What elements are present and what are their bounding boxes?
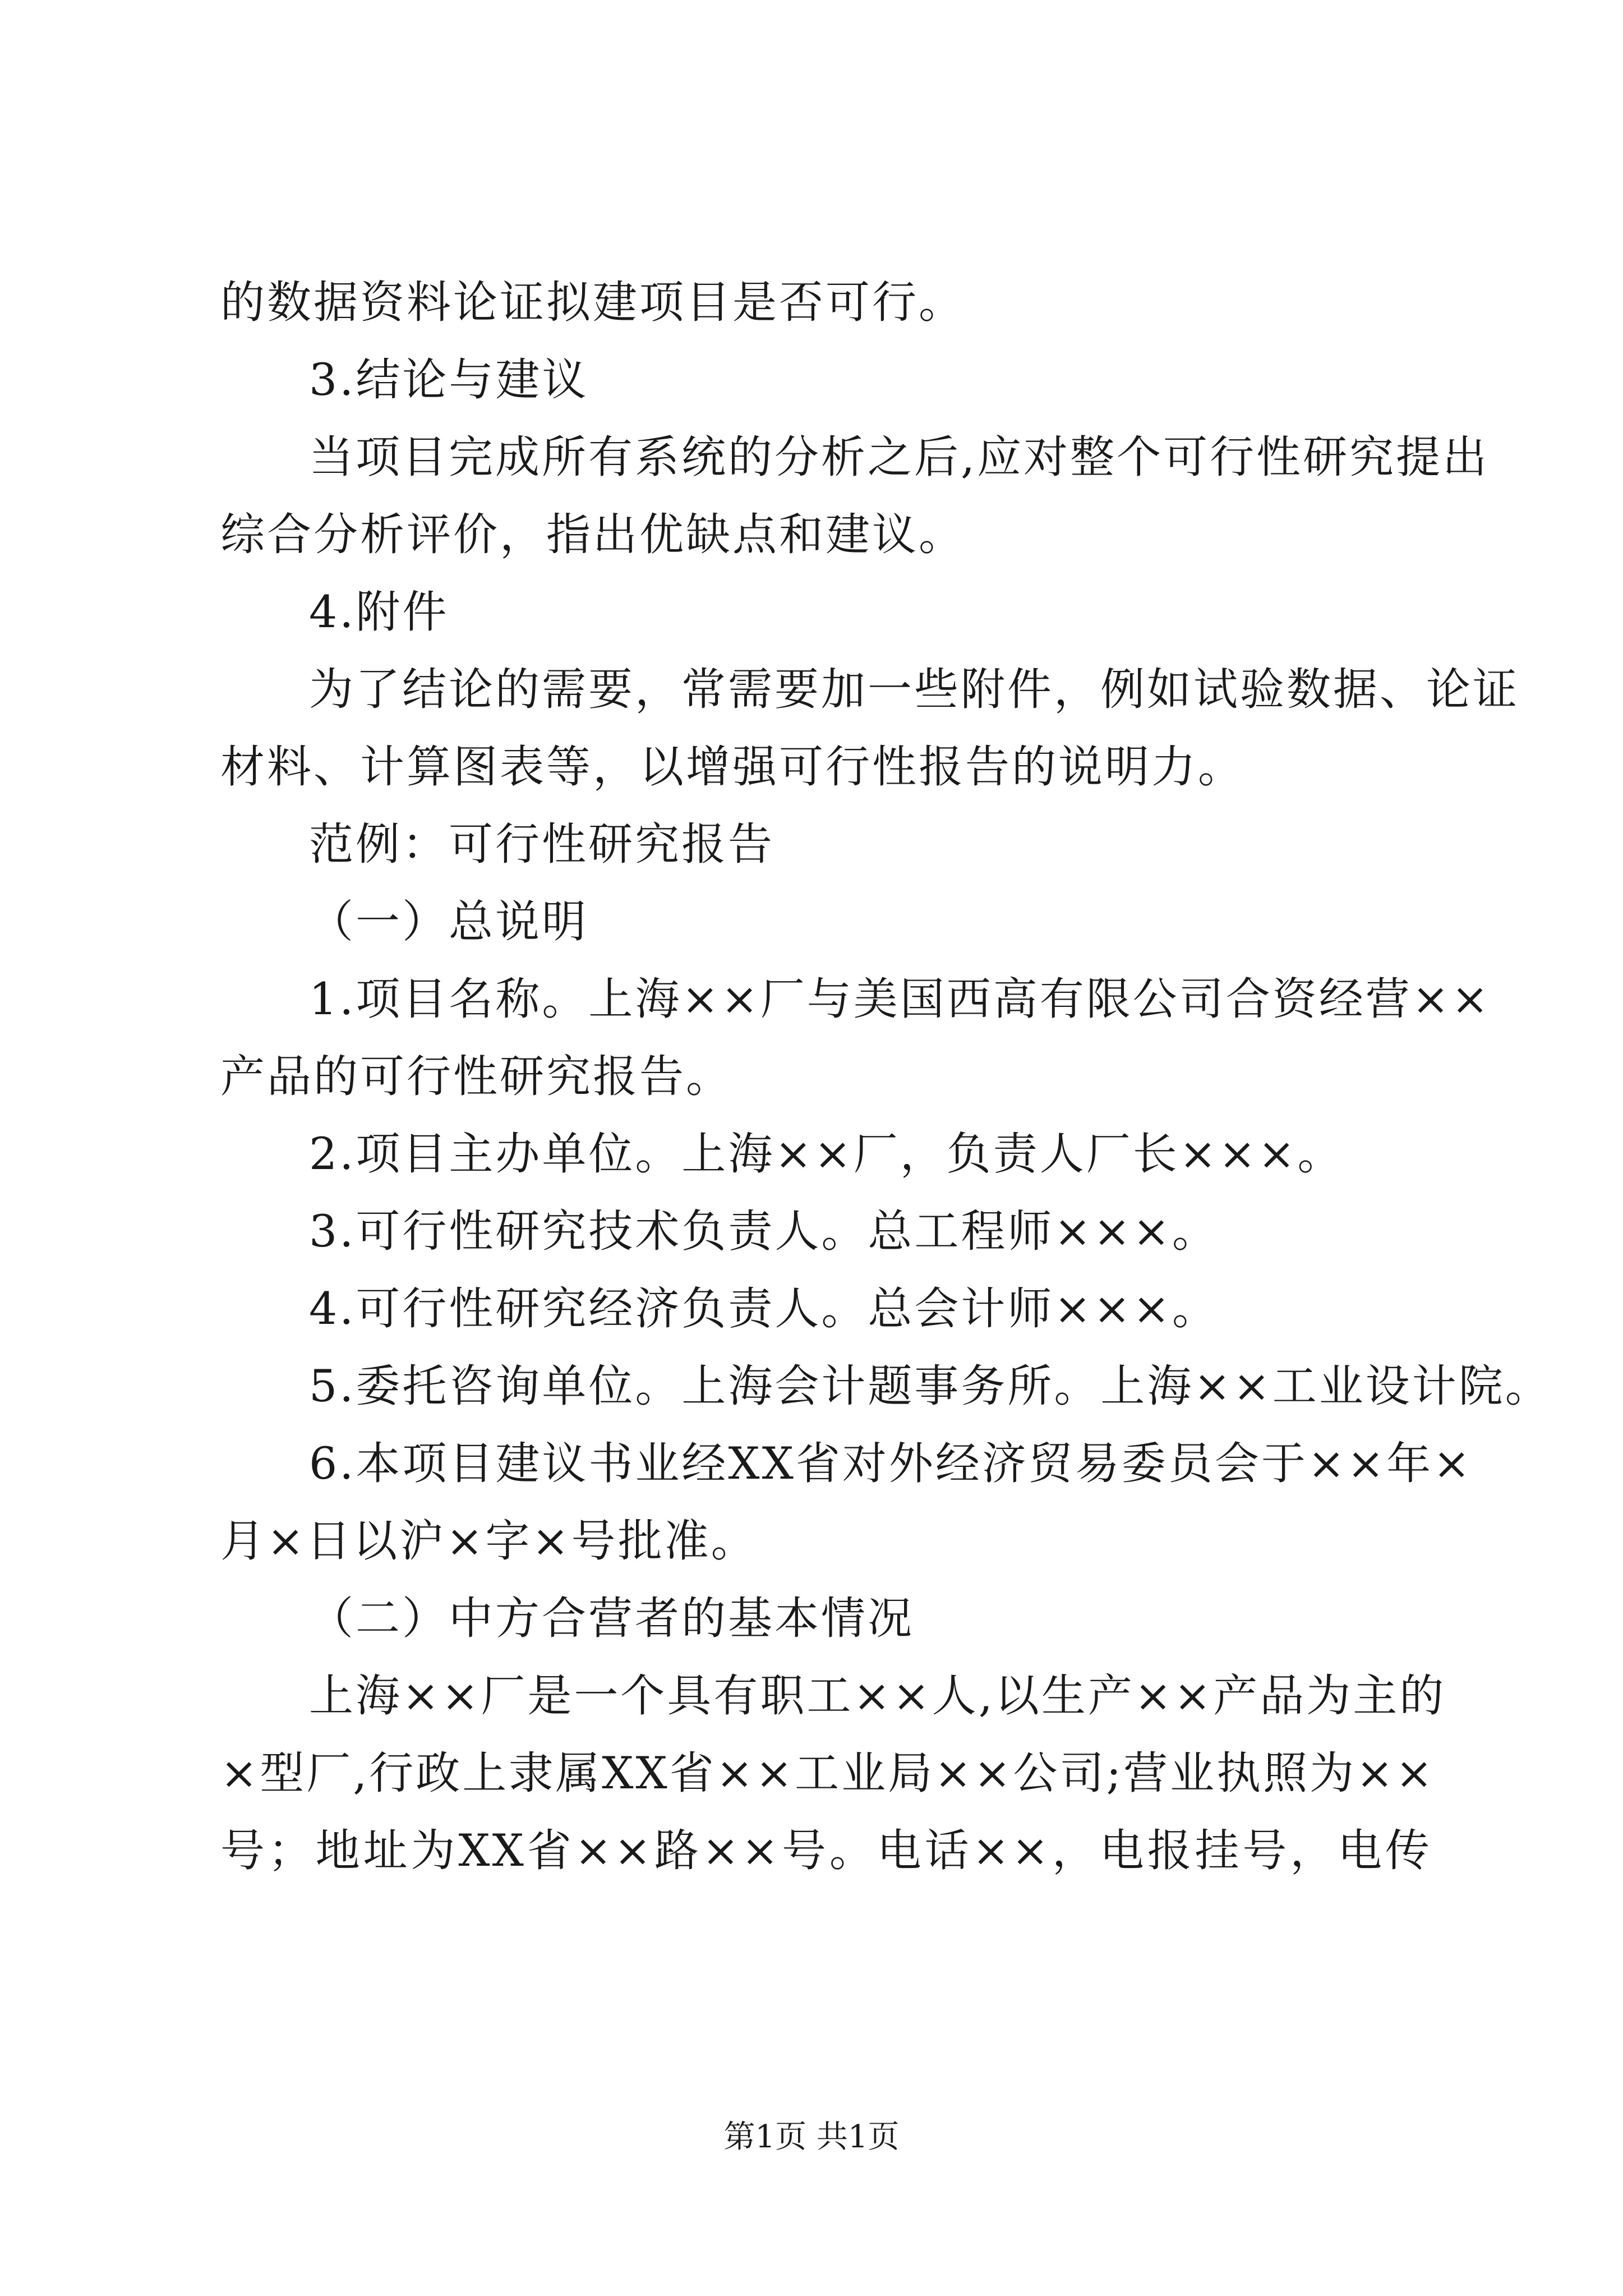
paragraph-line: 4.可行性研究经济负责人。总会计师×××。 <box>309 1283 1219 1335</box>
paragraph-line: 的数据资料论证拟建项目是否可行。 <box>220 277 965 328</box>
paragraph-line: 综合分析评价，指出优缺点和建议。 <box>220 509 965 560</box>
section-heading: （一）总说明 <box>309 896 588 947</box>
paragraph-line: 上海××厂是一个具有职工××人,以生产××产品为主的 <box>309 1670 1446 1722</box>
section-heading: 3.结论与建议 <box>309 354 589 406</box>
paragraph-line: 当项目完成所有系统的分析之后,应对整个可行性研究提出 <box>309 431 1490 483</box>
page-number-indicator: 第1页 共1页 <box>723 2119 900 2155</box>
section-heading: （二）中方合营者的基本情况 <box>309 1593 914 1644</box>
paragraph-line: 6.本项目建议书业经XX省对外经济贸易委员会于××年× <box>309 1438 1473 1489</box>
paragraph-line: 产品的可行性研究报告。 <box>220 1051 732 1102</box>
paragraph-line: 3.可行性研究技术负责人。总工程师×××。 <box>309 1205 1219 1257</box>
paragraph-line: 为了结论的需要，常需要加一些附件，例如试验数据、论证 <box>309 664 1519 715</box>
document-body <box>220 264 1552 1889</box>
paragraph-line: 2.项目主办单位。上海××厂，负责人厂长×××。 <box>309 1128 1344 1180</box>
example-title: 范例：可行性研究报告 <box>309 818 774 870</box>
paragraph-line: 号；地址为XX省××路××号。电话××，电报挂号，电传 <box>220 1825 1432 1876</box>
paragraph-line: 5.委托咨询单位。上海会计题事务所。上海××工业设计院。 <box>309 1360 1552 1412</box>
paragraph-line: ×型厂,行政上隶属XX省××工业局××公司;营业执照为×× <box>220 1747 1435 1799</box>
page-footer <box>0 2115 1623 2160</box>
paragraph-line: 1.项目名称。上海××厂与美国西高有限公司合资经营×× <box>309 973 1491 1025</box>
paragraph-line: 月×日以沪×字×号批准。 <box>220 1515 758 1567</box>
section-heading: 4.附件 <box>309 586 449 638</box>
paragraph-line: 材料、计算图表等，以增强可行性报告的说明力。 <box>220 741 1244 793</box>
